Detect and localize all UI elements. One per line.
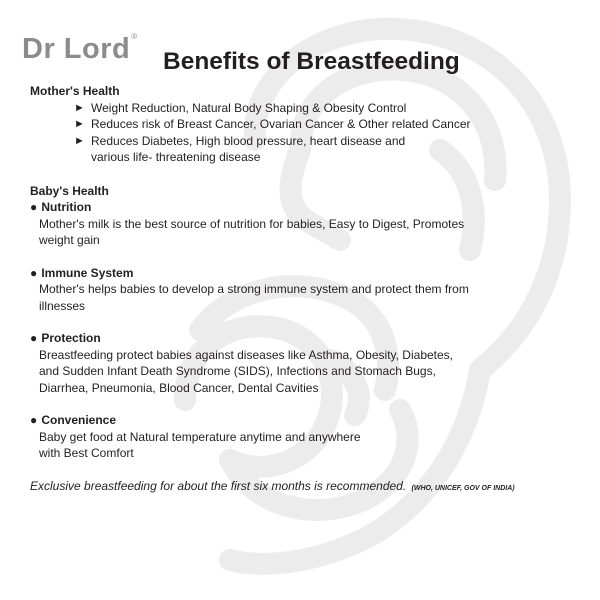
benefit-text: Breastfeeding protect babies against diseases like Asthma, Obesity, Diabetes, and Sudden Infant Death Syndrome (SIDS), Infections and Stomach Bugs, Diarrhea, Pneumonia, Blood Cancer, Dental Cavities bbox=[39, 347, 454, 395]
benefit-title-text: Protection bbox=[41, 331, 101, 345]
benefit-title-text: Nutrition bbox=[41, 200, 92, 214]
brand-logo bbox=[22, 32, 138, 65]
benefit-title bbox=[30, 412, 590, 429]
benefit-convenience bbox=[30, 412, 590, 462]
benefit-title bbox=[30, 265, 590, 282]
registered-mark: ® bbox=[131, 32, 138, 41]
arrow-bullet-icon: ► bbox=[74, 118, 85, 130]
list-item-text: Reduces Diabetes, High blood pressure, heart disease and various life- threatening disease bbox=[91, 133, 406, 164]
babys-health-heading: Baby's Health bbox=[30, 183, 109, 198]
benefit-text: Mother's milk is the best source of nutrition for babies, Easy to Digest, Promotes weight gain bbox=[39, 216, 465, 247]
bullet-dot-icon: ● bbox=[30, 413, 38, 427]
bullet-dot-icon: ● bbox=[30, 331, 38, 345]
footnote-source: (WHO, UNICEF, GOV OF INDIA) bbox=[411, 484, 515, 492]
mothers-health-list bbox=[30, 100, 590, 166]
list-item bbox=[74, 116, 590, 133]
mothers-health-heading: Mother's Health bbox=[30, 84, 120, 98]
benefit-title-text: Convenience bbox=[41, 413, 117, 427]
list-item bbox=[74, 100, 590, 117]
benefit-nutrition bbox=[30, 199, 590, 249]
benefit-title-text: Immune System bbox=[41, 265, 134, 280]
benefit-title bbox=[30, 330, 590, 347]
brand-logo-text: Dr Lord bbox=[22, 33, 131, 65]
benefit-text: Mother's helps babies to develop a strong immune system and protect them from illnesses bbox=[39, 282, 469, 313]
list-item bbox=[74, 133, 431, 166]
bullet-dot-icon: ● bbox=[30, 200, 38, 214]
list-item-text: Reduces risk of Breast Cancer, Ovarian Cancer & Other related Cancer bbox=[91, 117, 471, 131]
list-item-text: Weight Reduction, Natural Body Shaping & Obesity Control bbox=[91, 100, 407, 115]
content bbox=[30, 83, 590, 509]
benefit-text: Baby get food at Natural temperature anytime and anywhere with Best Comfort bbox=[39, 429, 361, 460]
bullet-dot-icon: ● bbox=[30, 265, 38, 280]
benefit-immune-system bbox=[30, 265, 590, 315]
benefit-title bbox=[30, 199, 590, 216]
page-title: Benefits of Breastfeeding bbox=[163, 48, 460, 75]
recommendation-footnote bbox=[30, 478, 590, 498]
arrow-bullet-icon: ► bbox=[74, 134, 85, 147]
footnote-text: Exclusive breastfeeding for about the first six months is recommended. bbox=[30, 478, 407, 493]
benefit-protection bbox=[30, 330, 590, 396]
arrow-bullet-icon: ► bbox=[74, 101, 85, 114]
